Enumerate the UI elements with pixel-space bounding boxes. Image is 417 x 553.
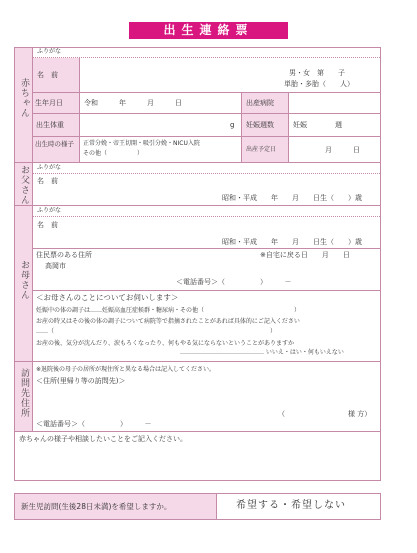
question-1: 妊娠中の体の調子は……妊娠高血圧症候群・糖尿病・その他（ ） (36, 307, 301, 314)
father-furigana-line (33, 173, 380, 174)
row-line (33, 290, 380, 291)
mother-birth: 昭和・平成 年 月 日生（ ）歳 (222, 238, 362, 246)
question-2: お産の時又はその後の体の調子について病院等で指摘されたことがあれば具体的にご記入ください (36, 318, 300, 325)
baby-furigana: ふりがな (37, 48, 62, 55)
weight-unit: g (230, 121, 235, 129)
page-title: 出生連絡票 (163, 23, 254, 37)
visit-sama: （ 様 方） (278, 410, 372, 418)
visit-request-question: 新生児訪問(生後28日未満)を希望しますか。 (21, 502, 172, 511)
baby-name-label: 名 前 (37, 71, 58, 79)
row-line (33, 113, 380, 114)
condition-line1: 正常分娩・帝王切開・吸引分娩・NICU入院 (83, 140, 200, 147)
mother-furigana: ふりがな (37, 207, 62, 214)
father-name-label: 名 前 (37, 177, 58, 185)
row-line (33, 248, 380, 249)
birthdate-value: 令和 年 月 日 (84, 99, 182, 107)
mother-furigana-line (33, 216, 380, 217)
section-line (15, 205, 380, 206)
mother-address-label: 住民票のある住所 (36, 251, 92, 259)
visit-request-answer[interactable]: 希望する・希望しない (236, 500, 346, 511)
v-line (288, 114, 289, 136)
due-label: 出産予定日 (246, 146, 277, 153)
mother-side-label: お母さん (19, 260, 29, 300)
condition-label: 出生時の様子 (35, 140, 74, 148)
section-line (15, 162, 380, 163)
visit-address-label: ＜住所(里帰り等の訪問先)＞ (36, 377, 126, 385)
gestation-value: 妊娠 週 (293, 121, 342, 129)
mother-city: 高岡市 (45, 262, 66, 270)
condition-line2: その他（ ） (83, 150, 144, 157)
baby-sex: 男・女 第 子 (289, 69, 345, 77)
consult-label: 赤ちゃんの様子や相談したいことをご記入ください。 (19, 435, 187, 443)
gestation-label: 妊娠週数 (246, 121, 274, 129)
baby-name-divider (79, 58, 80, 92)
baby-side-label: 赤ちゃん (19, 78, 29, 118)
row-line (33, 92, 380, 93)
v-line (79, 93, 80, 162)
mother-name-label: 名 前 (37, 221, 58, 229)
father-side-label: お父さん (19, 165, 29, 205)
baby-furigana-line (33, 57, 380, 58)
weight-label: 出生体重 (36, 121, 64, 129)
v-line (288, 93, 289, 113)
question-3-answer: …………………………………… いいえ・はい・何もいえない (180, 349, 344, 356)
baby-birth-type: 単胎・多胎（ 人） (284, 80, 354, 88)
father-furigana: ふりがな (37, 164, 62, 171)
row-line (33, 136, 380, 137)
visit-side-label: 訪問先住所 (19, 368, 29, 418)
section-line (15, 361, 380, 362)
section-line (15, 431, 380, 432)
question-3: お産の後、気分が沈んだり、涙もろくなったり、何もやる気にならないということがありますか (36, 340, 295, 347)
due-value: 月 日 (325, 146, 360, 154)
mother-return-label: ※自宅に戻る日 月 日 (260, 251, 350, 259)
visit-request-divider (216, 494, 217, 519)
visit-phone: ＜電話番号＞（ ） － (36, 420, 152, 428)
question-2-blank: ……（ ） (36, 328, 277, 335)
visit-note: ※退院後の母子の居所が現住所と異なる場合は記入してください。 (36, 366, 216, 373)
mother-phone: ＜電話番号＞（ ） － (176, 278, 292, 286)
v-line (288, 137, 289, 162)
birthdate-label: 生年月日 (35, 99, 63, 107)
questions-title: ＜お母さんのことについてお伺いします＞ (36, 293, 179, 302)
hospital-label: 出産病院 (246, 99, 274, 107)
father-birth: 昭和・平成 年 月 日生（ ）歳 (222, 194, 362, 202)
